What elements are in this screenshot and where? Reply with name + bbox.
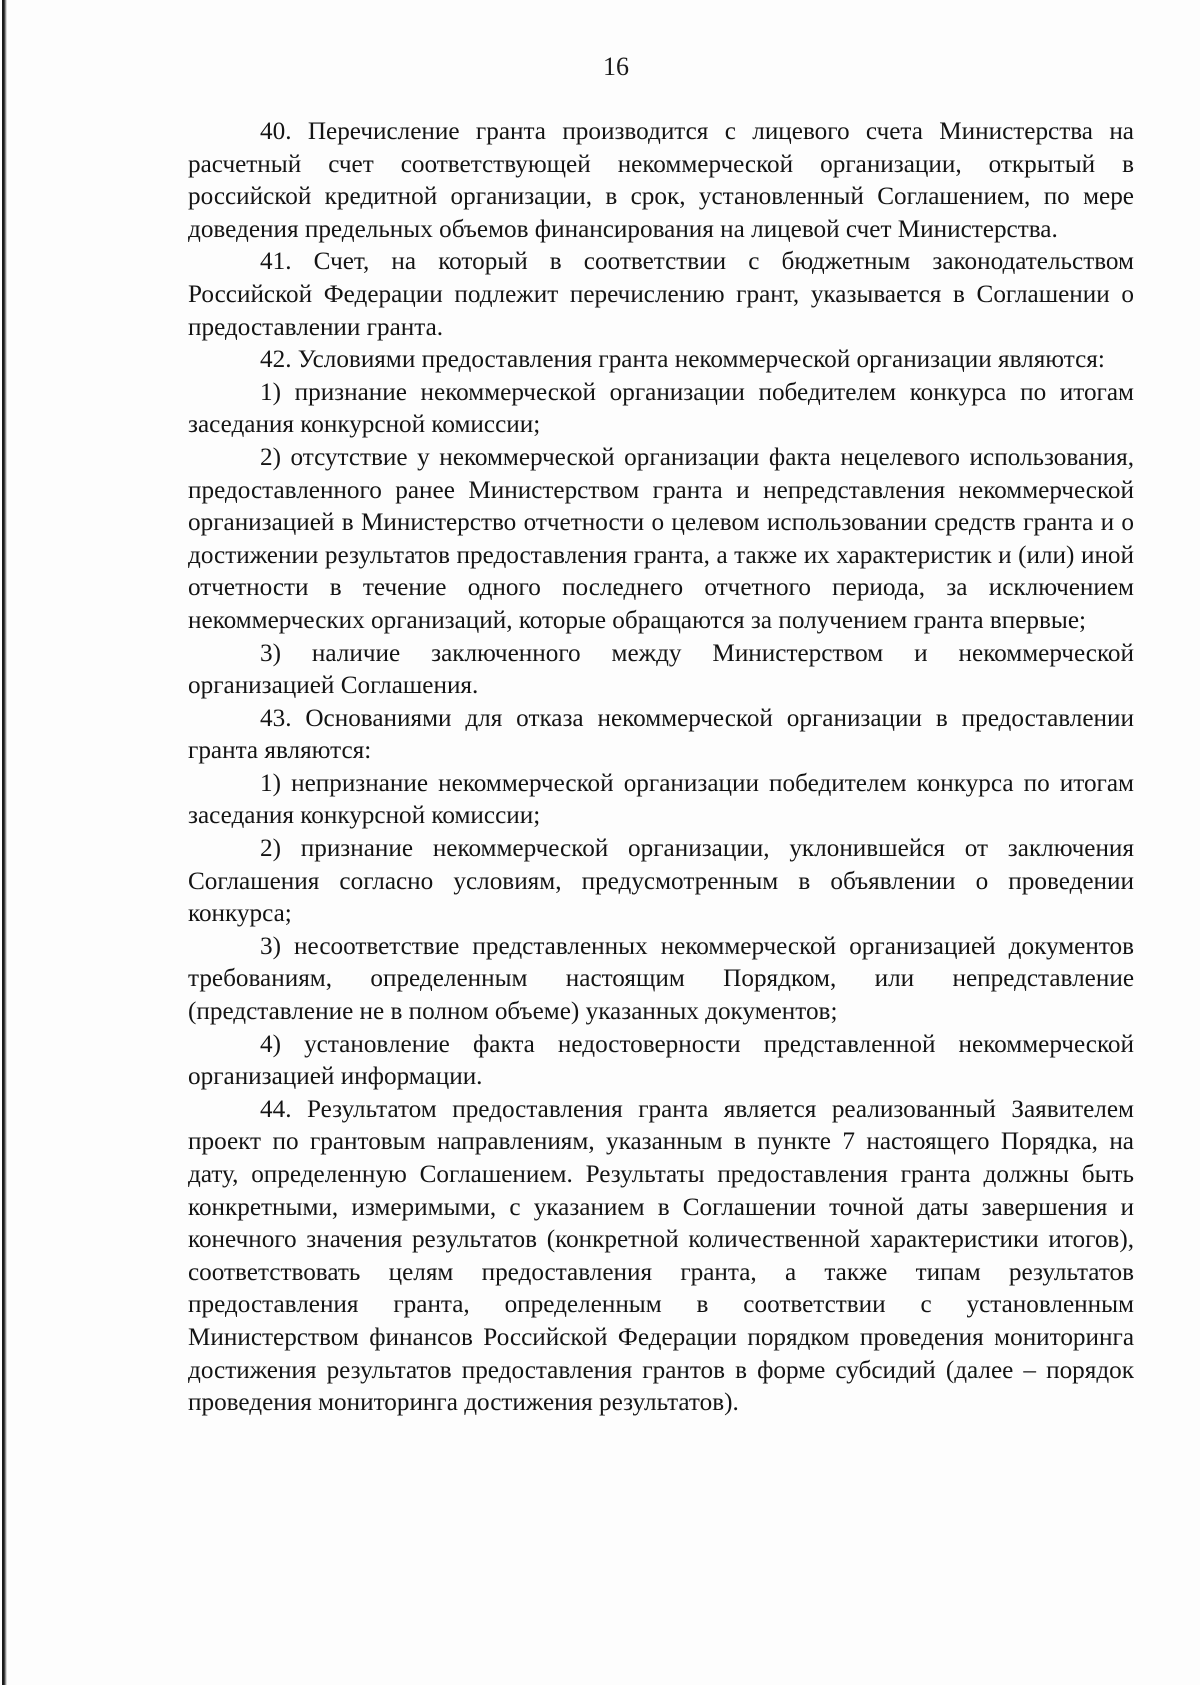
paragraph-43-item-1: 1) непризнание некоммерческой организации победителем конкурса по итогам заседания конкурсной комиссии;: [188, 769, 1134, 830]
paragraph-40: 40. Перечисление гранта производится с лицевого счета Министерства на расчетный счет соответствующей некоммерческой организации, открытый в российской кредитной организации, в срок, установленный Соглашением, по мере доведения предельных объемов финансирования на лицевой счет Министерства.: [188, 118, 1134, 243]
paragraph-44: 44. Результатом предоставления гранта является реализованный Заявителем проект по грантовым направлениям, указанным в пункте 7 настоящего Порядка, на дату, определенную Соглашением. Результаты предоставления гранта должны быть конкретными, измеримыми, с указанием в Соглашении точной даты завершения и конечного значения результатов (конкретной количественной характеристики итогов), соответствовать целям предоставления гранта, а также типам результатов предоставления гранта, определенным в соответствии с установленным Министерством финансов Российской Федерации порядком проведения мониторинга достижения результатов предоставления грантов в форме субсидий (далее – порядок проведения мониторинга достижения результатов).: [188, 1095, 1134, 1417]
paragraph-41: 41. Счет, на который в соответствии с бюджетным законодательством Российской Федерации подлежит перечислению грант, указывается в Соглашении о предоставлении гранта.: [188, 248, 1134, 341]
paragraph-43-item-3: 3) несоответствие представленных некоммерческой организацией документов требованиям, определенным настоящим Порядком, или непредставление (представление не в полном объеме) указанных документов;: [188, 932, 1134, 1026]
paragraph-42-item-1: 1) признание некоммерческой организации победителем конкурса по итогам заседания конкурсной комиссии;: [188, 378, 1134, 439]
paragraph-43: 43. Основаниями для отказа некоммерческой организации в предоставлении гранта являются:: [188, 704, 1134, 765]
paragraph-43-item-2: 2) признание некоммерческой организации, уклонившейся от заключения Соглашения согласно условиям, предусмотренным в объявлении о проведении конкурса;: [188, 835, 1134, 928]
paragraph-42-item-2: 2) отсутствие у некоммерческой организации факта нецелевого использования, предоставленного ранее Министерством гранта и непредставления некоммерческой организацией в Министерство отчетности о целевом использовании средств гранта и о достижении результатов предоставления гранта, а также их характеристик и (или) иной отчетности в течение одного последнего отчетного периода, за исключением некоммерческих организаций, которые обращаются за получением гранта впервые;: [188, 443, 1134, 634]
page-number: 16: [603, 52, 629, 81]
paragraph-43-item-4: 4) установление факта недостоверности представленной некоммерческой организацией информации.: [188, 1030, 1134, 1091]
paragraph-42-item-3: 3) наличие заключенного между Министерством и некоммерческой организацией Соглашения.: [188, 639, 1134, 700]
paragraph-42: 42. Условиями предоставления гранта некоммерческой организации являются:: [260, 346, 1105, 374]
document-body: [188, 116, 1134, 1420]
scan-binding-edge: [2, 0, 7, 1685]
